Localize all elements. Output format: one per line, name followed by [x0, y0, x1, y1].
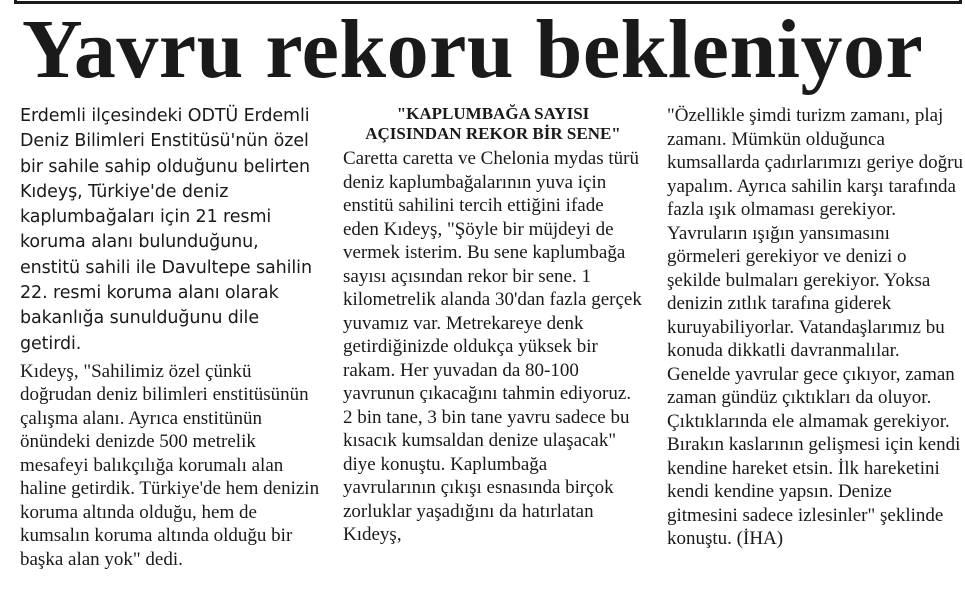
column-3-body-paragraph: "Özellikle şimdi turizm zamanı, plaj zamanı. Mümkün olduğunca kumsallarda çadırlarımızı geriye doğru yapalım. Ayrıca sahilin karşı tarafında fazla ışık olmaması gerekiyor. Yavruların ışığın yansımasını görmeleri gerekiyor ve denizi o şekilde bulmaları gerekiyor. Yoksa denizin zıtlık tarafına giderek kuruyabiliyorlar. Vatandaşlarımız bu konuda dikkatli davranmalılar. Genelde yavrular gece çıkıyor, zaman zaman gündüz çıktıkları da oluyor. Çıktıklarında ele almamak gerekiyor. Bırakın kaslarının gelişmesi için kendi kendine hareket etsin. İlk hareketini kendi kendine yapsın. Denize gitmesini sadece izlesinler" şeklinde konuştu. (İHA) — [667, 105, 963, 549]
column-2-body-paragraph: Caretta caretta ve Chelonia mydas türü deniz kaplumbağalarının yuva için enstitü sahilini tercih ettiğini ifade eden Kıdeyş, "Şöyle bir müjdeyi de vermek isterim. Bu sene kaplumbağa sayısı açısından rekor bir sene. 1 kilometrelik alanda 30'dan fazla gerçek yuvamız var. Metrekareye denk getirdiğinizde oldukça yüksek bir rakam. Her yuvadan da 80-100 yavrunun çıkacağını tahmin ediyoruz. 2 bin tane, 3 bin tane yavru sadece bu kısacık kumsaldan denize ulaşacak" diye konuştu. Kaplumbağa yavrularının çıkışı esnasında birçok zorluklar yaşadığını da hatırlatan Kıdeyş, — [343, 148, 642, 545]
column-1-body-paragraph: Kıdeyş, "Sahilimiz özel çünkü doğrudan deniz bilimleri enstitüsünün çalışma alanı. Ayrıca enstitünün önündeki denizde 500 metrelik mesafeyi balıkçılığa korumalı alan haline getirdik. Türkiye'de hem denizin koruma altında olduğu, hem de kumsalın koruma altında olduğu bir başka alan yok" dedi. — [20, 360, 320, 570]
column-1-lead-paragraph: Erdemli ilçesindeki ODTÜ Erdemli Deniz Bilimleri Enstitüsü'nün özel bir sahile sahip olduğunu belirten Kıdeyş, Türkiye'de deniz kaplumbağaları için 21 resmi koruma alanı bulunduğunu, enstitü sahili ile Davultepe sahilin 22. resmi koruma alanı olarak bakanlığa sunulduğunu dile getirdi. — [20, 106, 312, 354]
article-headline: Yavru rekoru bekleniyor — [22, 3, 924, 96]
article-column-3 — [667, 104, 965, 551]
article-column-1 — [20, 104, 320, 571]
column-2-subheading: "KAPLUMBAĞA SAYISI AÇISINDAN REKOR BİR SENE" — [365, 104, 621, 143]
article-column-2 — [343, 104, 643, 547]
